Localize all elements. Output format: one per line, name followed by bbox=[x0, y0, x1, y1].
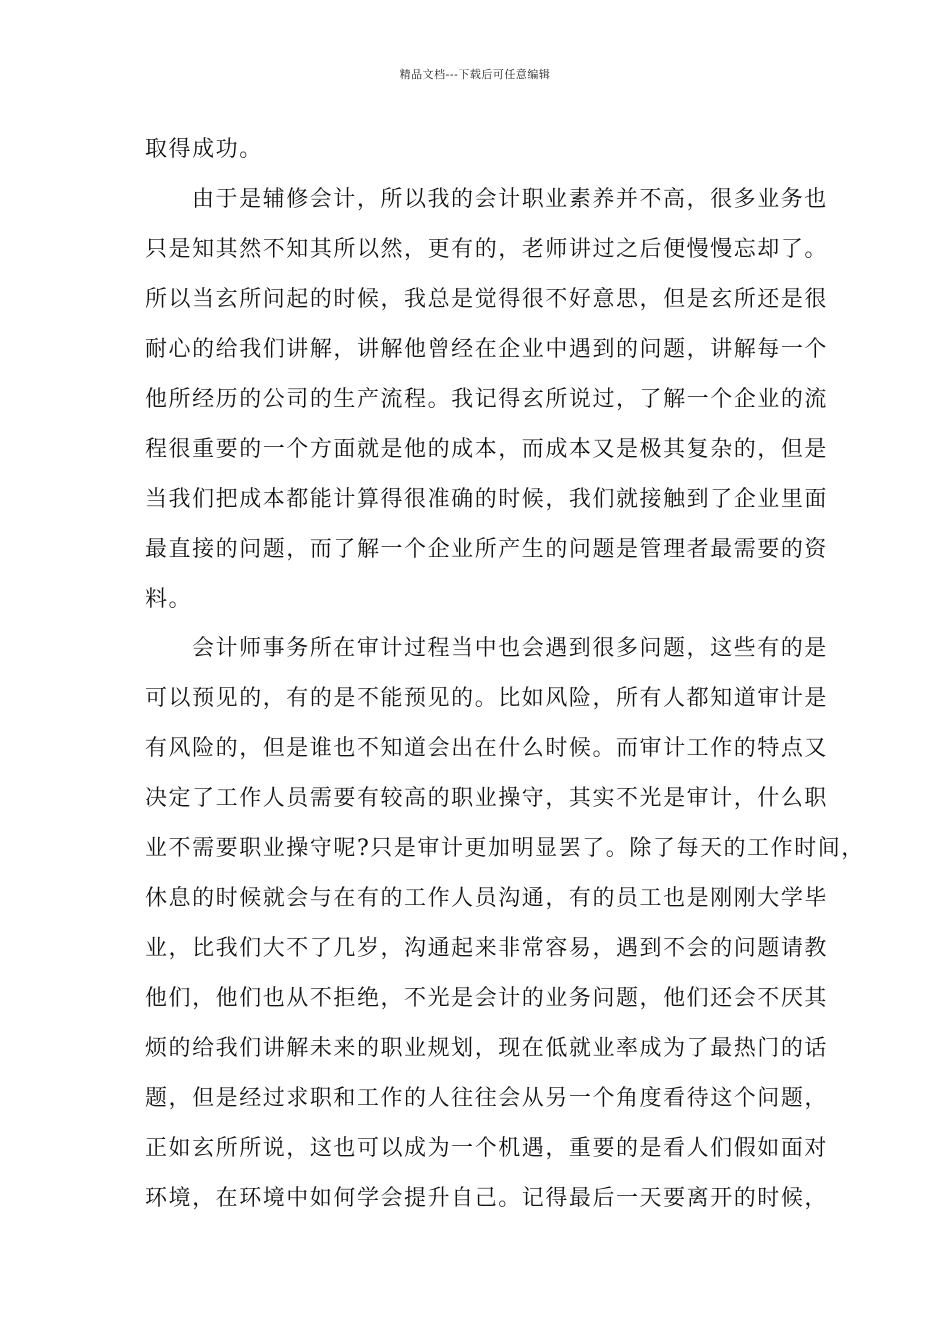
text-line: 正如玄所所说，这也可以成为一个机遇，重要的是看人们假如面对 bbox=[145, 1136, 828, 1161]
text-line: 环境，在环境中如何学会提升自己。记得最后一天要离开的时候， bbox=[145, 1186, 828, 1211]
text-line: 耐心的给我们讲解，讲解他曾经在企业中遇到的问题，讲解每一个 bbox=[145, 337, 828, 362]
text-line: 他们，他们也从不拒绝，不光是会计的业务问题，他们还会不厌其 bbox=[145, 986, 828, 1011]
paragraph-first-line: 会计师事务所在审计过程当中也会遇到很多问题，这些有的是 bbox=[192, 636, 828, 661]
text-line: 烦的给我们讲解未来的职业规划，现在低就业率成为了最热门的话 bbox=[145, 1036, 828, 1061]
text-line: 题，但是经过求职和工作的人往往会从另一个角度看待这个问题， bbox=[145, 1086, 828, 1111]
text-line: 最直接的问题，而了解一个企业所产生的问题是管理者最需要的资 bbox=[145, 537, 828, 562]
text-line: 所以当玄所问起的时候，我总是觉得很不好意思，但是玄所还是很 bbox=[145, 287, 828, 312]
page-header: 精品文档---下载后可任意编辑 bbox=[399, 68, 551, 81]
text-line: 业不需要职业操守呢?只是审计更加明显罢了。除了每天的工作时间， bbox=[145, 836, 865, 861]
text-line: 休息的时候就会与在有的工作人员沟通，有的员工也是刚刚大学毕 bbox=[145, 886, 828, 911]
text-line: 他所经历的公司的生产流程。我记得玄所说过，了解一个企业的流 bbox=[145, 387, 828, 412]
text-line: 取得成功。 bbox=[145, 137, 263, 162]
text-line: 决定了工作人员需要有较高的职业操守，其实不光是审计，什么职 bbox=[145, 786, 828, 811]
text-line: 程很重要的一个方面就是他的成本，而成本又是极其复杂的，但是 bbox=[145, 437, 828, 462]
text-line: 当我们把成本都能计算得很准确的时候，我们就接触到了企业里面 bbox=[145, 487, 828, 512]
text-line: 业，比我们大不了几岁，沟通起来非常容易，遇到不会的问题请教 bbox=[145, 936, 828, 961]
text-line: 料。 bbox=[145, 587, 193, 612]
text-line: 有风险的，但是谁也不知道会出在什么时候。而审计工作的特点又 bbox=[145, 736, 828, 761]
text-line: 可以预见的，有的是不能预见的。比如风险，所有人都知道审计是 bbox=[145, 686, 828, 711]
text-line: 只是知其然不知其所以然，更有的，老师讲过之后便慢慢忘却了。 bbox=[145, 237, 828, 262]
paragraph-first-line: 由于是辅修会计，所以我的会计职业素养并不高，很多业务也 bbox=[192, 187, 828, 212]
